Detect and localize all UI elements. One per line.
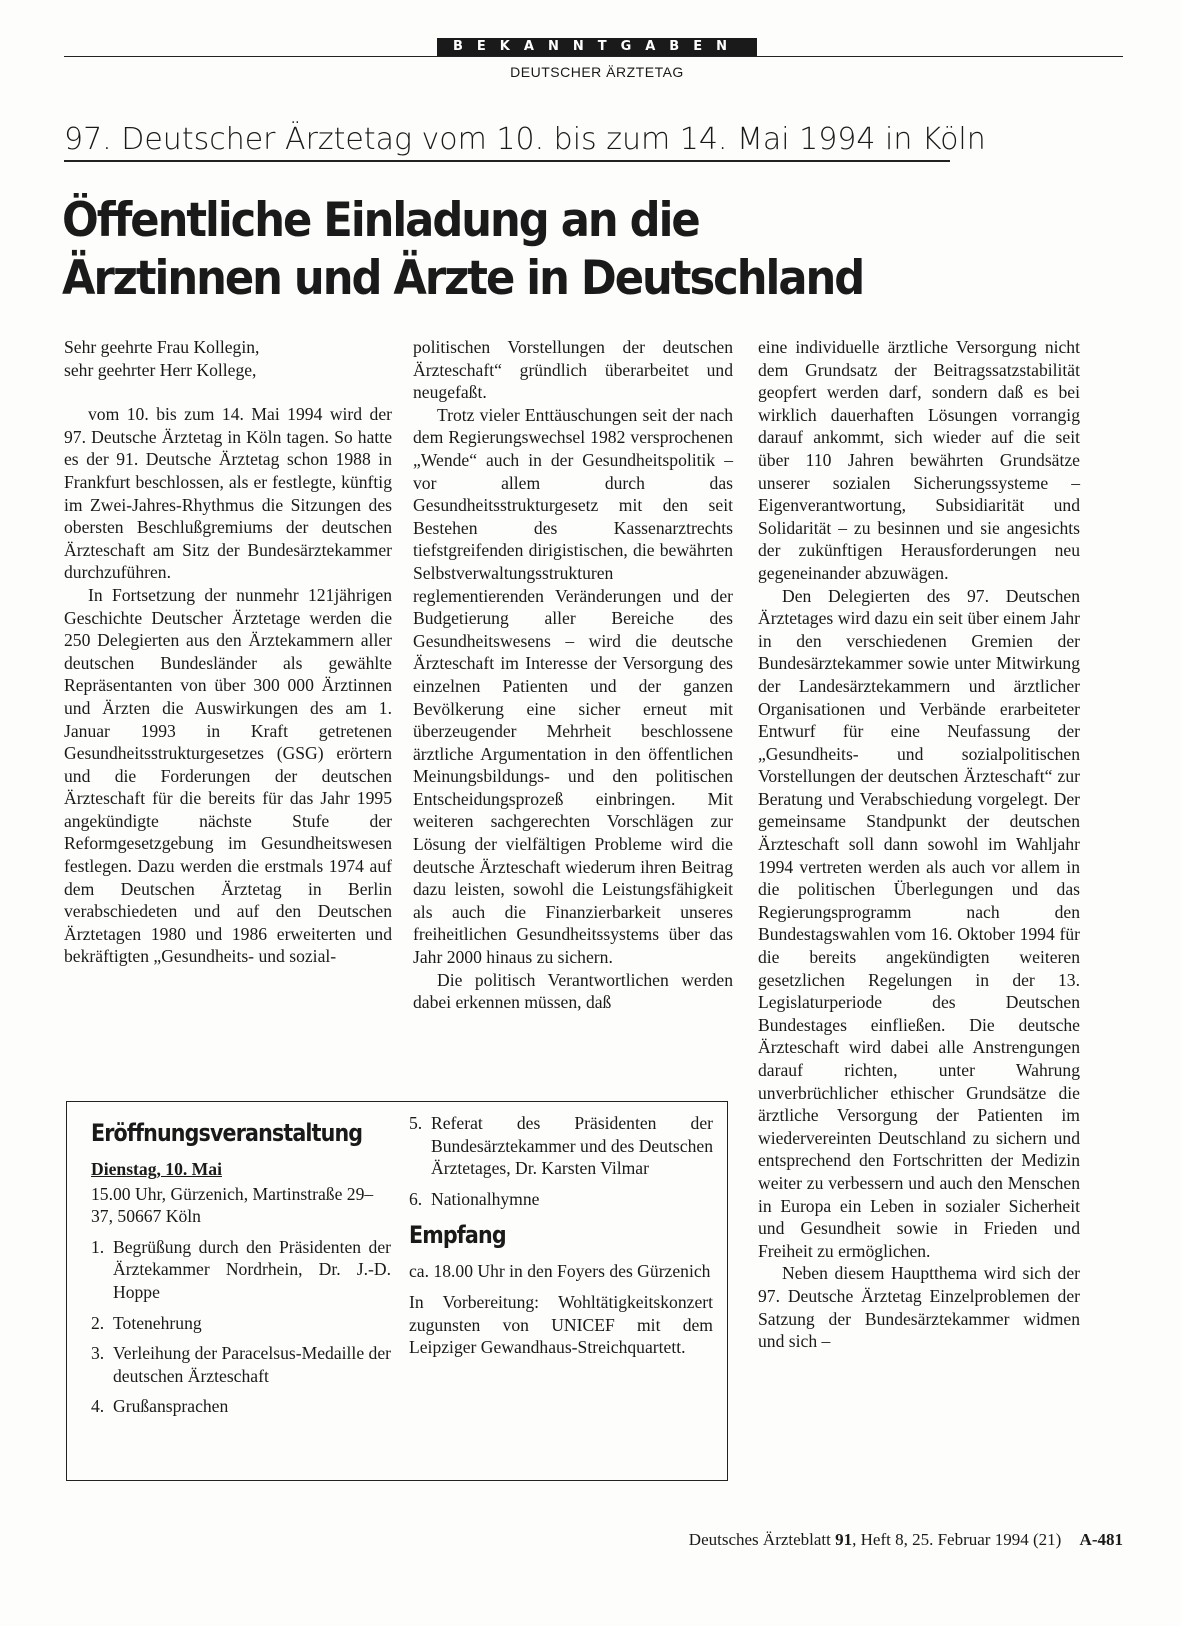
header-rule (64, 56, 1123, 57)
program-item: 1. Begrüßung durch den Präsidenten der Ärztekammer Nordrhein, Dr. J.-D. Hoppe (91, 1236, 391, 1302)
program-item: 2. Totenehrung (91, 1312, 202, 1333)
page-footer (689, 1530, 1123, 1550)
program-item: 4. Grußansprachen (91, 1396, 229, 1417)
paragraph: Den Delegierten des 97. Deutschen Ärztetages wird dazu ein seit über einem Jahr in den verschiedenen Gremien der Bundesärztekammer sowie unter Mitwirkung der Landesärztekammern und ärztlicher Organisationen und Verbände erarbeiteter Entwurf für eine Neufassung der „Gesundheits- und sozialpolitischen Vorstellungen der deutschen Ärzteschaft“ zur Beratung und Verabschiedung vorgelegt. Der gemeinsame Standpunkt der deutschen Ärzteschaft soll dann sowohl im Wahljahr 1994 vertreten werden als auch vor allem in die politischen Überlegungen und das Regierungsprogramm nach den Bundestagswahlen vom 16. Oktober 1994 für die bereits angekündigten weiteren gesetzlichen Regelungen in der 13. Legislaturperiode des Deutschen Bundestages einfließen. Die deutsche Ärzteschaft wird dabei alle Anstrengungen darauf richten, unter Wahrung unverbrüchlicher ethischer Grundsätze die ärztliche Versorgung der Patienten im wiedervereinten Deutschland zu sichern und entsprechend den Fortschritten der Medizin weiter zu verbessern und auch den Menschen in Europa ein Leben in sozialer Sicherheit und Gesundheit sowie in Frieden und Freiheit zu ermöglichen. (758, 585, 1080, 1261)
headline-line-2: Ärztinnen und Ärzte in Deutschland (62, 251, 864, 306)
paragraph: Die politisch Verantwortlichen werden dabei erkennen müssen, daß (413, 969, 733, 1013)
concert-info: In Vorbereitung: Wohltätigkeitskonzert zugunsten von UNICEF mit dem Leipziger Gewandhaus-Streichquartett. (409, 1291, 713, 1358)
paragraph: Trotz vieler Enttäuschungen seit der nach dem Regierungswechsel 1982 versprochenen „Wende“ auch in der Gesundheitspolitik – vor allem durch das Gesundheitsstrukturgesetz mit den seit Bestehen des Kassenarztrechts tiefstgreifenden dirigistischen, die bewährten Selbstverwaltungsstrukturen reglementierenden Veränderungen und der Budgetierung aller Bereiche des Gesundheitswesens – wird die deutsche Ärzteschaft im Interesse der Versorgung des einzelnen Patienten und der ganzen Bevölkerung eine sicher erneut mit überzeugender Mehrheit beschlossene ärztliche Argumentation in den öffentlichen Meinungsbildungs- und den politischen Entscheidungsprozeß einbringen. Mit weiteren sachgerechten Vorschlägen zur Lösung der vielfältigen Probleme wird die deutsche Ärzteschaft wiederum ihren Beitrag dazu leisten, sowohl die Leistungsfähigkeit als auch die Finanzierbarkeit unseres freiheitlichen Gesundheitssystems über das Jahr 2000 hinaus zu sichern. (413, 404, 733, 968)
event-place: 15.00 Uhr, Gürzenich, Martinstraße 29–37, 50667 Köln (91, 1183, 374, 1227)
opening-event-title: Eröffnungsveranstaltung (91, 1119, 363, 1147)
section-label: BEKANNTGABEN (437, 38, 757, 56)
paragraph: In Fortsetzung der nunmehr 121jährigen Geschichte Deutscher Ärztetage werden die 250 Delegierten aus den Ärztekammern aller deutschen Bundesländer als gewählte Repräsentanten von über 300 000 Ärztinnen und Ärzten die Auswirkungen des am 1. Januar 1993 in Kraft getretenen Gesundheitsstrukturgesetzes (GSG) erörtern und die Forderungen der deutschen Ärzteschaft für die bereits für das Jahr 1995 angekündigte nächste Stufe der Reformgesetzgebung im Gesundheitswesen festlegen. Dazu werden die erstmals 1974 auf dem Deutschen Ärztetag in Berlin verabschiedeten und auf den Deutschen Ärztetagen 1980 und 1986 erweiterten und bekräftigten „Gesundheits- und sozial- (64, 584, 392, 967)
paragraph: Neben diesem Hauptthema wird sich der 97. Deutsche Ärztetag Einzelproblemen der Satzung der Bundesärztekammer widmen und sich – (758, 1263, 1080, 1352)
program-box-right (409, 1112, 713, 1367)
reception-title: Empfang (409, 1221, 506, 1250)
program-item: 6. Nationalhymne (409, 1188, 540, 1209)
subsection-label: DEUTSCHER ÄRZTETAG (510, 64, 684, 80)
program-box (66, 1101, 728, 1481)
reception-info: ca. 18.00 Uhr in den Foyers des Gürzenich (409, 1261, 711, 1282)
article-column-1 (64, 336, 392, 968)
salutation-line-1: Sehr geehrte Frau Kollegin, (64, 337, 260, 357)
event-date: Dienstag, 10. Mai (91, 1159, 222, 1179)
program-box-left (91, 1116, 391, 1426)
kicker-title: 97. Deutscher Ärztetag vom 10. bis zum 14. Mai 1994 in Köln (64, 122, 950, 162)
article-column-3 (758, 336, 1080, 1353)
program-list (91, 1236, 391, 1418)
paragraph: politischen Vorstellungen der deutschen Ärzteschaft“ gründlich überarbeitet und neugefaßt. (413, 337, 733, 403)
page-number: A-481 (1079, 1530, 1123, 1549)
paragraph: vom 10. bis zum 14. Mai 1994 wird der 97. Deutsche Ärztetag in Köln tagen. So hatte es der 91. Deutsche Ärztetag schon 1988 in Frankfurt beschlossen, als er festlegte, künftig im Zwei-Jahres-Rhythmus die Sitzungen des obersten Beschlußgremiums der deutschen Ärzteschaft am Sitz der Bundesärztekammer durchzuführen. (64, 404, 392, 583)
salutation-line-2: sehr geehrter Herr Kollege, (64, 359, 257, 380)
journal-volume: 91 (835, 1530, 853, 1549)
program-item: 5. Referat des Präsidenten der Bundesärztekammer und des Deutschen Ärztetages, Dr. Karsten Vilmar (409, 1113, 713, 1179)
program-item: 3. Verleihung der Paracelsus-Medaille der deutschen Ärzteschaft (91, 1343, 391, 1386)
program-list-continued (409, 1112, 713, 1210)
salutation (64, 336, 392, 381)
journal-name: Deutsches Ärzteblatt (688, 1530, 831, 1549)
headline-line-1: Öffentliche Einladung an die (62, 193, 699, 248)
journal-issue: , Heft 8, 25. Februar 1994 (21) (852, 1530, 1062, 1549)
article-column-2 (413, 336, 733, 1014)
headline (62, 192, 1037, 308)
paragraph: eine individuelle ärztliche Versorgung nicht dem Grundsatz der Beitragssatzstabilität geopfert werden darf, sondern daß es bei wirklich dauerhaften Lösungen vorrangig darauf ankommt, sich wieder auf die seit über 110 Jahren bewährten Grundsätze unserer sozialen Sicherungssysteme – Eigenverantwortung, Subsidiarität und Solidarität – zu besinnen und sie angesichts der zukünftigen Herausforderungen neu gegeneinander abzuwägen. (758, 337, 1080, 583)
